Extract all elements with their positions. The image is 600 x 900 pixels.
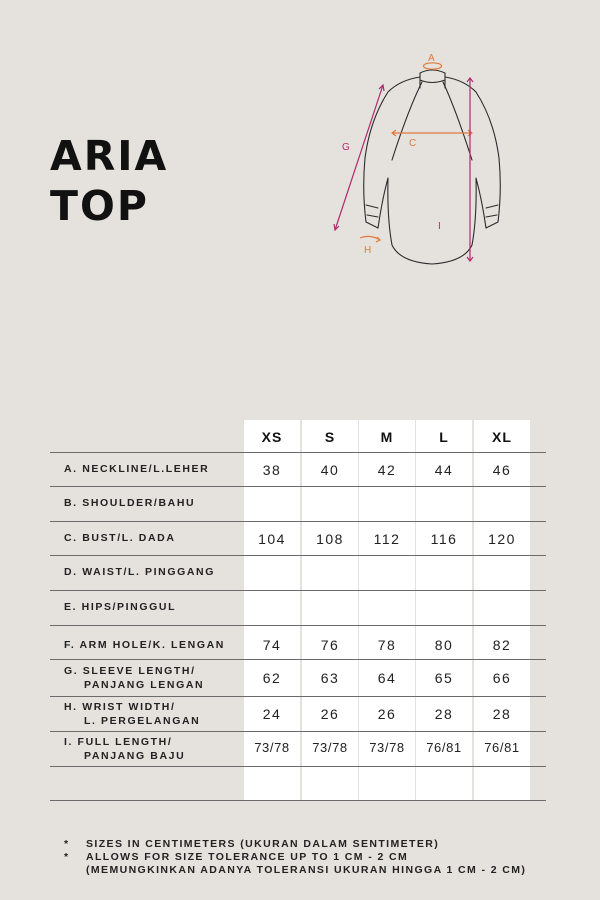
- row-label: F. ARM HOLE/K. LENGAN: [64, 639, 225, 651]
- row-label-line-2: L. PERGELANGAN: [84, 715, 201, 727]
- sleeve-length-marker: [334, 85, 384, 230]
- cell-xs: 62: [262, 670, 282, 686]
- title-line-1: ARIA: [50, 132, 169, 180]
- table-row-hips: [50, 590, 546, 625]
- note-2: [64, 851, 526, 864]
- garment-measurement-diagram: [320, 40, 550, 280]
- full-length-marker: [438, 78, 473, 261]
- size-chart-table: [50, 420, 546, 800]
- note-2-translation: [64, 864, 526, 877]
- note-text: ALLOWS FOR SIZE TOLERANCE UP TO 1 CM - 2 CM: [86, 851, 409, 863]
- cell-l: 116: [430, 531, 458, 547]
- cell-xs: 24: [262, 706, 282, 722]
- cell-xl: 66: [492, 670, 512, 686]
- cell-m: 42: [377, 462, 397, 478]
- row-label: B. SHOULDER/BAHU: [64, 497, 196, 509]
- row-label: E. HIPS/PINGGUL: [64, 601, 177, 613]
- header-xl: XL: [492, 429, 512, 445]
- row-label-line-2: PANJANG LENGAN: [84, 679, 205, 691]
- table-row-arm-hole: [50, 625, 546, 659]
- row-label: [64, 700, 200, 728]
- note-1: [64, 838, 526, 851]
- product-title: [50, 132, 168, 232]
- label-i: I: [438, 221, 441, 232]
- table-row-wrist-width: [50, 696, 546, 731]
- header-xs: XS: [261, 429, 283, 445]
- cell-xl: 120: [488, 531, 516, 547]
- cell-xs: 38: [262, 462, 282, 478]
- label-g: G: [342, 142, 350, 153]
- note-text: SIZES IN CENTIMETERS (UKURAN DALAM SENTIMETER): [86, 838, 440, 850]
- row-label: [64, 735, 185, 763]
- cell-m: 112: [373, 531, 401, 547]
- row-label-line-1: H. WRIST WIDTH/: [64, 701, 176, 713]
- cell-s: 73/78: [312, 740, 348, 755]
- cell-s: 26: [320, 706, 340, 722]
- bust-marker: [392, 130, 472, 149]
- table-row-full-length: [50, 731, 546, 766]
- cell-l: 76/81: [426, 740, 462, 755]
- cell-m: 73/78: [369, 740, 405, 755]
- header-l: L: [439, 429, 449, 445]
- row-label: [64, 664, 204, 692]
- row-label: C. BUST/L. DADA: [64, 532, 176, 544]
- cell-s: 63: [320, 670, 340, 686]
- cell-xl: 76/81: [484, 740, 520, 755]
- cell-l: 65: [434, 670, 454, 686]
- note-text: (MEMUNGKINKAN ADANYA TOLERANSI UKURAN HINGGA 1 CM - 2 CM): [86, 864, 527, 876]
- row-label: D. WAIST/L. PINGGANG: [64, 566, 216, 578]
- row-label-line-1: G. SLEEVE LENGTH/: [64, 665, 196, 677]
- table-row-neckline: [50, 452, 546, 486]
- cell-m: 78: [377, 637, 397, 653]
- size-notes: [64, 838, 526, 877]
- row-label-line-2: PANJANG BAJU: [84, 750, 186, 762]
- cell-xs: 74: [262, 637, 282, 653]
- cell-xs: 73/78: [254, 740, 290, 755]
- neckline-marker: [424, 53, 442, 69]
- divider: [50, 766, 546, 767]
- header-s: S: [324, 429, 336, 445]
- cell-l: 80: [434, 637, 454, 653]
- label-a: A: [428, 53, 435, 64]
- cell-xl: 28: [492, 706, 512, 722]
- table-row-waist: [50, 555, 546, 590]
- label-c: C: [409, 138, 417, 149]
- note-bullet: *: [64, 851, 70, 863]
- cell-m: 26: [377, 706, 397, 722]
- note-bullet: *: [64, 838, 70, 850]
- row-label-line-1: I. FULL LENGTH/: [64, 736, 173, 748]
- table-row-bust: [50, 521, 546, 555]
- cell-l: 44: [434, 462, 454, 478]
- divider: [50, 800, 546, 801]
- header-m: M: [380, 429, 394, 445]
- cell-xl: 46: [492, 462, 512, 478]
- cell-m: 64: [377, 670, 397, 686]
- top-outline: [364, 70, 501, 264]
- cell-l: 28: [434, 706, 454, 722]
- wrist-marker: [360, 236, 380, 256]
- title-line-2: TOP: [50, 182, 149, 230]
- cell-s: 76: [320, 637, 340, 653]
- cell-xl: 82: [492, 637, 512, 653]
- label-h: H: [364, 245, 372, 256]
- cell-s: 40: [320, 462, 340, 478]
- cell-s: 108: [316, 531, 344, 547]
- table-row-sleeve-length: [50, 659, 546, 696]
- table-row-shoulder: [50, 486, 546, 521]
- row-label: A. NECKLINE/L.LEHER: [64, 463, 210, 475]
- cell-xs: 104: [258, 531, 286, 547]
